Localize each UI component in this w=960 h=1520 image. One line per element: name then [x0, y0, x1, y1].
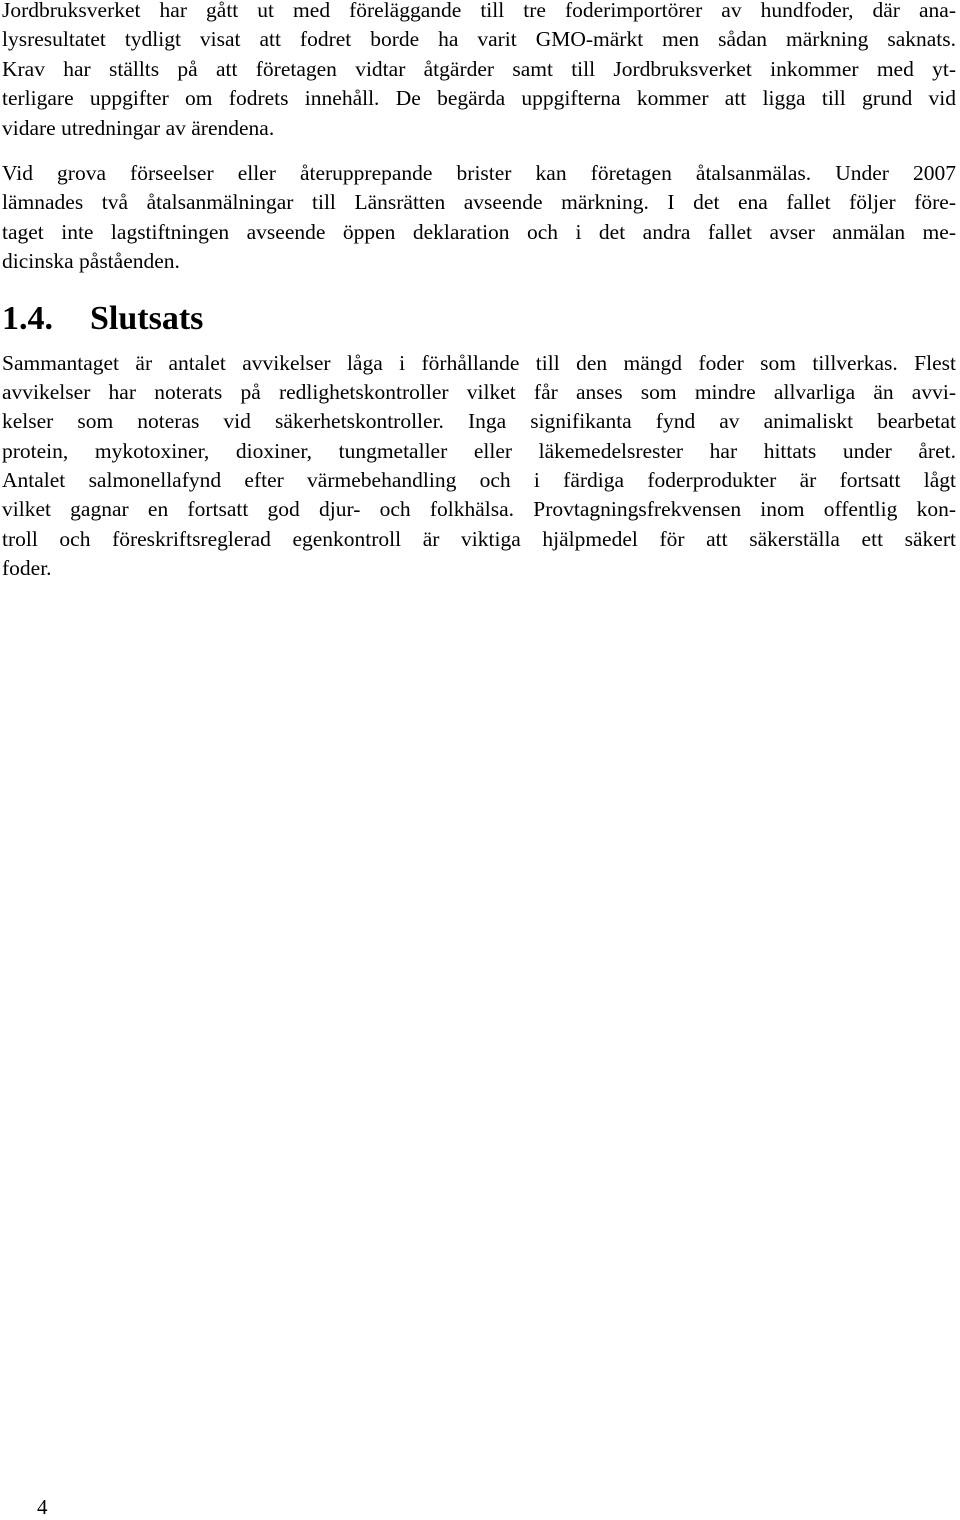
paragraph-line: kelser som noteras vid säkerhetskontroller. Inga signifikanta fynd av animaliskt bearbetat: [2, 409, 956, 434]
section-title: Slutsats: [90, 299, 204, 337]
paragraph-line: troll och föreskriftsreglerad egenkontroll är viktiga hjälpmedel för att säkerställa ett säkert: [2, 526, 956, 551]
paragraph-line: Sammantaget är antalet avvikelser låga i förhållande till den mängd foder som tillverkas. Flest: [2, 350, 956, 375]
section-number: 1.4.: [2, 299, 53, 337]
document-body: [2, 0, 956, 584]
paragraph-line: vidare utredningar av ärendena.: [2, 115, 275, 140]
paragraph-line: vilket gagnar en fortsatt god djur- och folkhälsa. Provtagningsfrekvensen inom offentlig kon-: [2, 497, 956, 522]
paragraph-line: foder.: [2, 556, 52, 581]
paragraph-line: Antalet salmonellafynd efter värmebehandling och i färdiga foderprodukter är fortsatt lågt: [2, 468, 956, 493]
paragraph-conclusion: [2, 349, 956, 584]
paragraph-line: lämnades två åtalsanmälningar till Länsrätten avseende märkning. I det ena fallet följer före-: [2, 190, 956, 215]
paragraph-line: dicinska påståenden.: [2, 249, 180, 274]
paragraph-line: protein, mykotoxiner, dioxiner, tungmetaller eller läkemedelsrester har hittats under året.: [2, 438, 956, 463]
section-heading: [2, 297, 956, 341]
paragraph-line: avvikelser har noterats på redlighetskontroller vilket får anses som mindre allvarliga än avvi-: [2, 379, 956, 404]
page-number: 4: [37, 1495, 48, 1519]
paragraph-line: lysresultatet tydligt visat att fodret borde ha varit GMO-märkt men sådan märkning saknats.: [2, 27, 956, 52]
paragraph-line: Jordbruksverket har gått ut med föreläggande till tre foderimportörer av hundfoder, där ana-: [2, 0, 956, 22]
paragraph-spacing: [2, 143, 956, 159]
paragraph-line: Vid grova förseelser eller återupprepande brister kan företagen åtalsanmälas. Under 2007: [2, 160, 956, 185]
paragraph-line: Krav har ställts på att företagen vidtar åtgärder samt till Jordbruksverket inkommer med yt-: [2, 56, 956, 81]
paragraph-enforcement: [2, 0, 956, 143]
paragraph-line: terligare uppgifter om fodrets innehåll. De begärda uppgifterna kommer att ligga till grund vid: [2, 86, 956, 111]
paragraph-line: taget inte lagstiftningen avseende öppen deklaration och i det andra fallet avser anmälan me-: [2, 219, 956, 244]
paragraph-prosecution: [2, 159, 956, 277]
